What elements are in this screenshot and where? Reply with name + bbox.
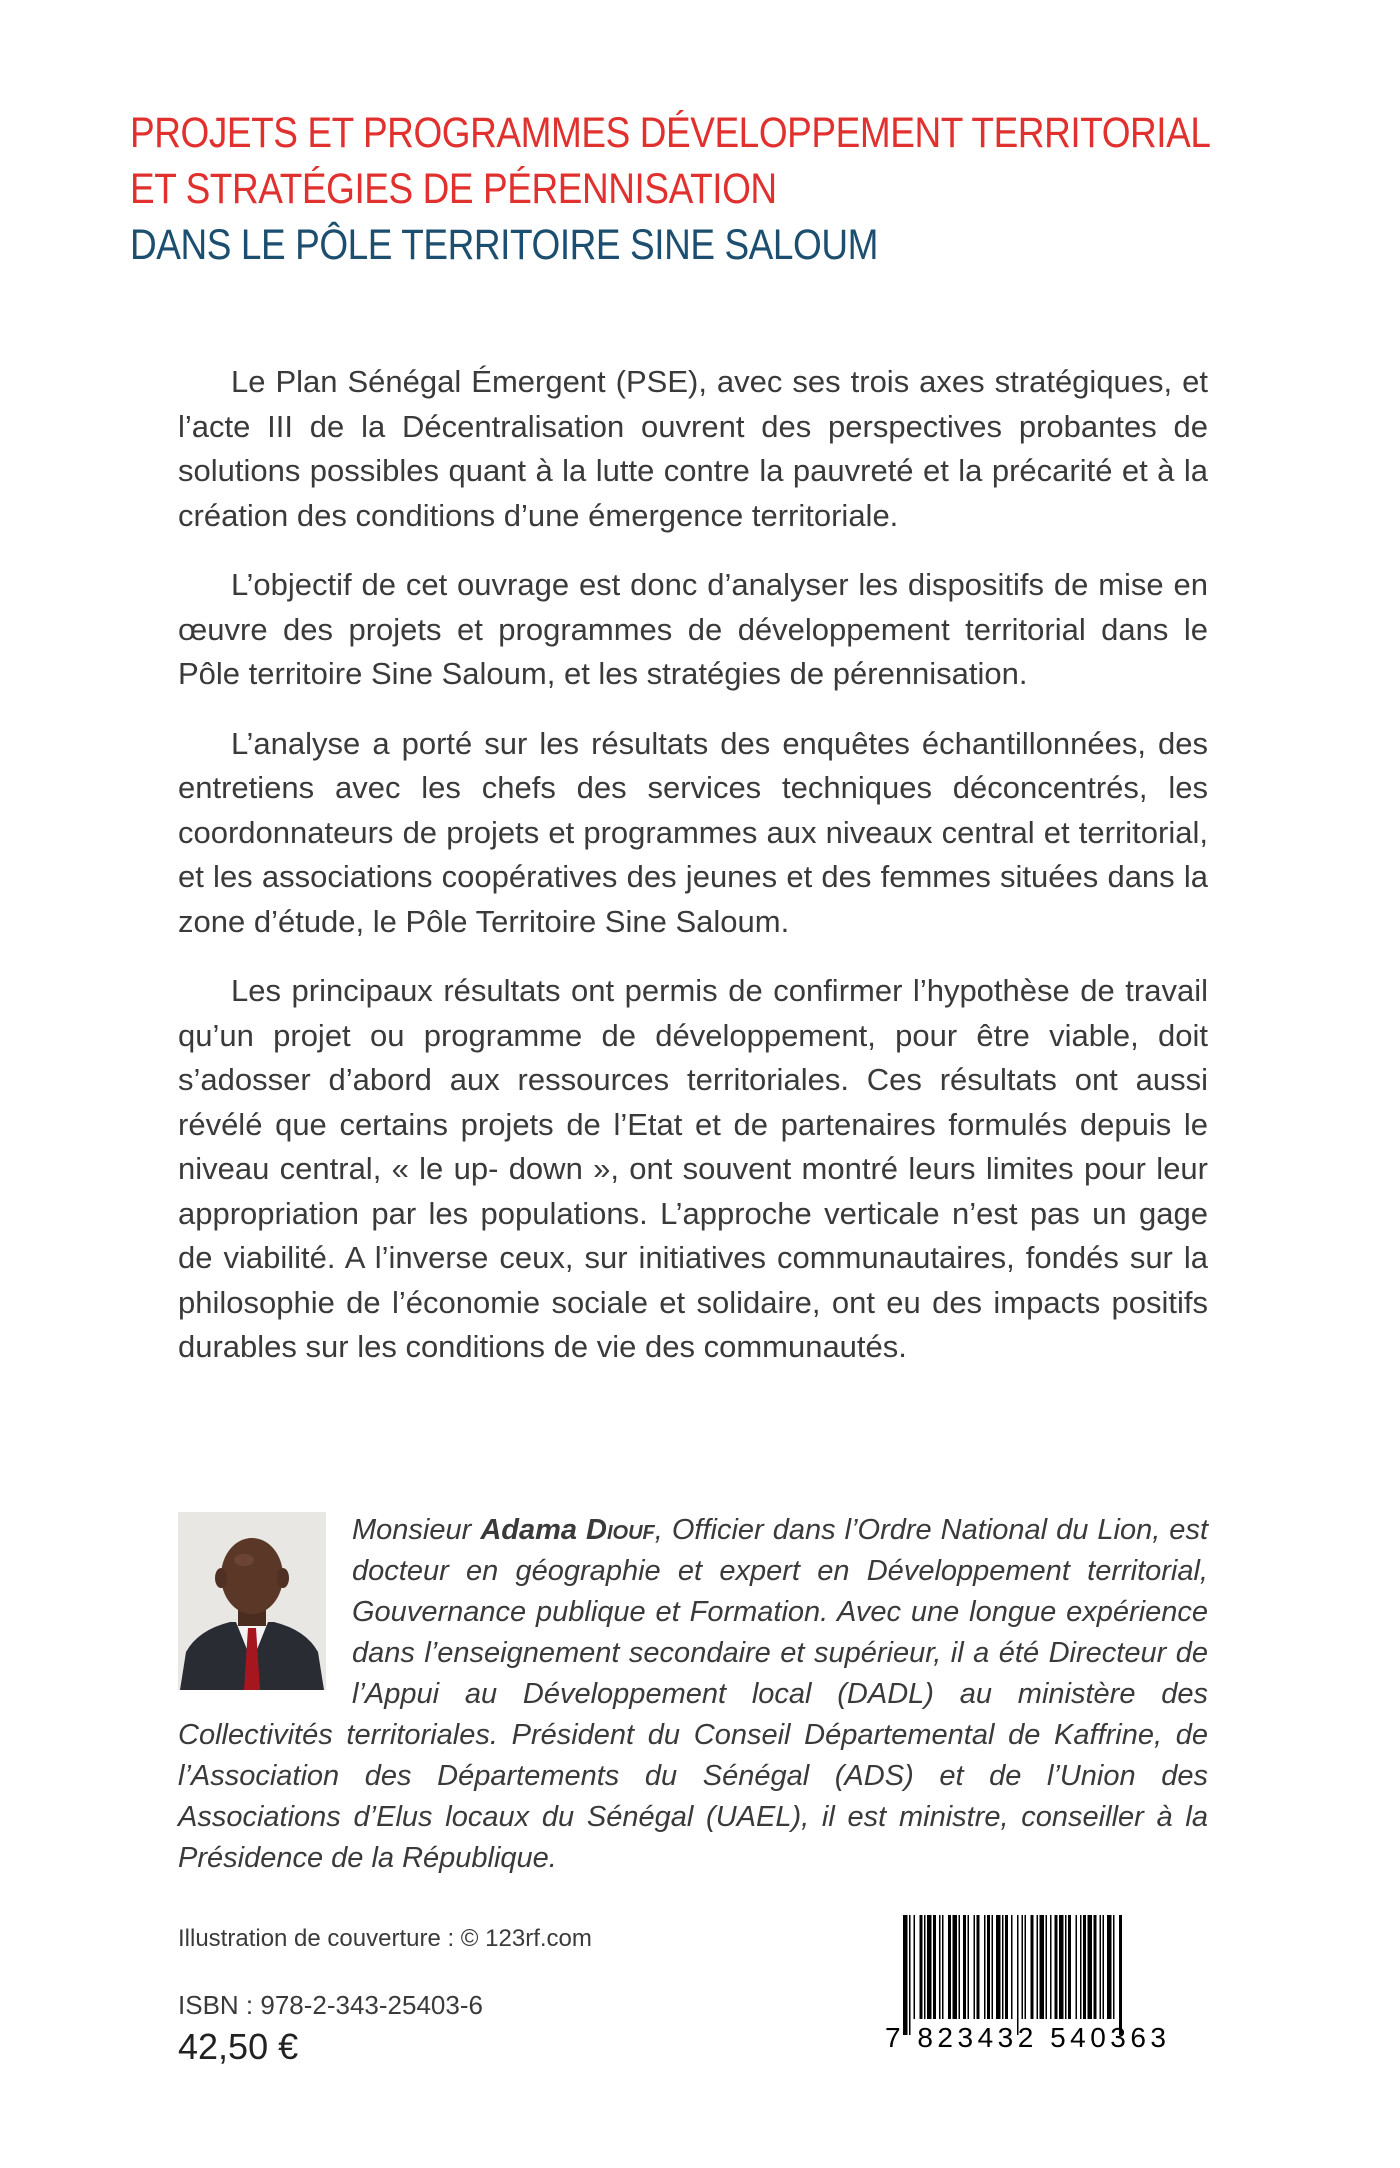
- book-title: [130, 105, 1280, 273]
- isbn: ISBN : 978-2-343-25403-6: [178, 1990, 483, 2020]
- author-bio: [178, 1510, 1208, 1879]
- barcode-bar: [959, 1915, 961, 2019]
- barcode-bar: [909, 1915, 911, 2035]
- barcode-bar: [1059, 1915, 1064, 2019]
- barcode-bar: [953, 1915, 958, 2019]
- barcode-bar: [1065, 1915, 1067, 2019]
- summary-paragraph: L’analyse a porté sur les résultats des enquêtes échantillonnées, des entretiens avec les chefs des services techniques déconcentrés, les coordonnateurs de projets et programmes aux niveaux central et territorial, et les associations coopératives des jeunes et des femmes situées dans la zone d’étude, le Pôle Territoire Sine Saloum.: [178, 725, 1208, 939]
- barcode-bar: [1103, 1915, 1105, 2019]
- summary-paragraph: Les principaux résultats ont permis de confirmer l’hypothèse de travail qu’un projet ou programme de développement, pour être viable, doit s’adosser d’abord aux ressources territoriales. Ces résultats ont aussi révélé que certains projets de l’Etat et de partenaires formulés depuis le niveau central, « le up- down », ont souvent montré leurs limites pour leur appropriation par les populations. L’approche verticale n’est pas un gage de viabilité. A l’inverse ceux, sur initiatives communautaires, fondés sur la philosophie de l’économie sociale et solidaire, ont eu des impacts positifs durables sur les conditions de vie des communautés.: [178, 973, 1208, 1364]
- barcode-bar: [1080, 1915, 1082, 2019]
- barcode-bar: [933, 1915, 936, 2019]
- cover-credit: Illustration de couverture : © 123rf.com: [178, 1925, 592, 1952]
- barcode-digits: 7 823432 540363: [885, 2022, 1171, 2053]
- barcode-bar: [939, 1915, 941, 2019]
- author-prefix: Monsieur: [352, 1514, 481, 1546]
- barcode-bar: [920, 1915, 923, 2019]
- barcode-bar: [1037, 1915, 1039, 2019]
- barcode-bar: [1113, 1915, 1115, 2019]
- title-line-2: ET STRATÉGIES DE PÉRENNISATION: [130, 165, 777, 213]
- barcode-bar: [992, 1915, 994, 2019]
- barcode-bar: [1068, 1915, 1071, 2019]
- barcode-bar: [1050, 1915, 1052, 2019]
- barcode-bar: [948, 1915, 951, 2019]
- barcode-bar: [1005, 1915, 1008, 2019]
- barcode-bar: [1107, 1915, 1112, 2019]
- barcode-bar: [1076, 1915, 1078, 2019]
- author-bio-text: , Officier dans l’Ordre National du Lion, est docteur en géographie et expert en Développement territorial, Gouvernance publique et Formation. Avec une longue expérience dans l’enseignement secondaire et supérieur, il a été Directeur de l’Appui au Développement local (DADL) au ministère des Collectivités territoriales. Président du Conseil Départemental de Kaffrine, de l’Association des Départements du Sénégal (ADS) et de l’Union des Associations d’Elus locaux du Sénégal (UAEL), il est ministre, conseiller à la Présidence de la République.: [178, 1514, 1208, 1874]
- barcode-bar: [1119, 1915, 1122, 2035]
- barcode-bar: [968, 1915, 970, 2019]
- barcode-bar: [1031, 1915, 1034, 2019]
- barcode-bar: [963, 1915, 966, 2019]
- price: 42,50 €: [178, 2026, 299, 2067]
- barcode-bar: [1025, 1915, 1027, 2019]
- barcode-bar: [1094, 1915, 1097, 2019]
- barcode-bar: [1046, 1915, 1048, 2019]
- barcode-bar: [1055, 1915, 1058, 2019]
- barcode-bar: [984, 1915, 986, 2019]
- author-first-name: Adama: [480, 1514, 587, 1546]
- barcode-bar: [1083, 1915, 1086, 2019]
- barcode-bar: [924, 1915, 926, 2019]
- back-cover-summary: [178, 360, 1208, 1395]
- barcode-bar: [1011, 1915, 1013, 2019]
- title-line-1: PROJETS ET PROGRAMMES DÉVELOPPEMENT TERRITORIAL: [130, 109, 1211, 157]
- summary-paragraph: Le Plan Sénégal Émergent (PSE), avec ses trois axes stratégiques, et l’acte III de la Décentralisation ouvrent des perspectives probantes de solutions possibles quant à la lutte contre la pauvreté et la précarité et à la création des conditions d’une émergence territoriale.: [178, 364, 1208, 533]
- barcode-bar: [942, 1915, 944, 2019]
- barcode-bar: [996, 1915, 1001, 2019]
- barcode-bar: [977, 1915, 980, 2019]
- barcode-bar: [1002, 1915, 1004, 2019]
- author-last-name: Diouf: [586, 1514, 655, 1546]
- barcode-bar: [1017, 1915, 1019, 2035]
- barcode-bar: [903, 1915, 908, 2035]
- summary-paragraph: L’objectif de cet ouvrage est donc d’analyser les dispositifs de mise en œuvre des projets et programmes de développement territorial dans le Pôle territoire Sine Saloum, et les stratégies de pérennisation.: [178, 567, 1208, 691]
- barcode-bar: [1040, 1915, 1045, 2019]
- barcode-bar: [974, 1915, 976, 2019]
- barcode-bar: [927, 1915, 932, 2019]
- barcode-bar: [987, 1915, 990, 2019]
- author-photo: [178, 1512, 326, 1690]
- barcode-bar: [1100, 1915, 1102, 2019]
- barcode-bar: [1022, 1915, 1024, 2019]
- title-line-3: DANS LE PÔLE TERRITOIRE SINE SALOUM: [130, 221, 879, 269]
- barcode-bar: [1088, 1915, 1093, 2019]
- barcode-bar: [914, 1915, 916, 2019]
